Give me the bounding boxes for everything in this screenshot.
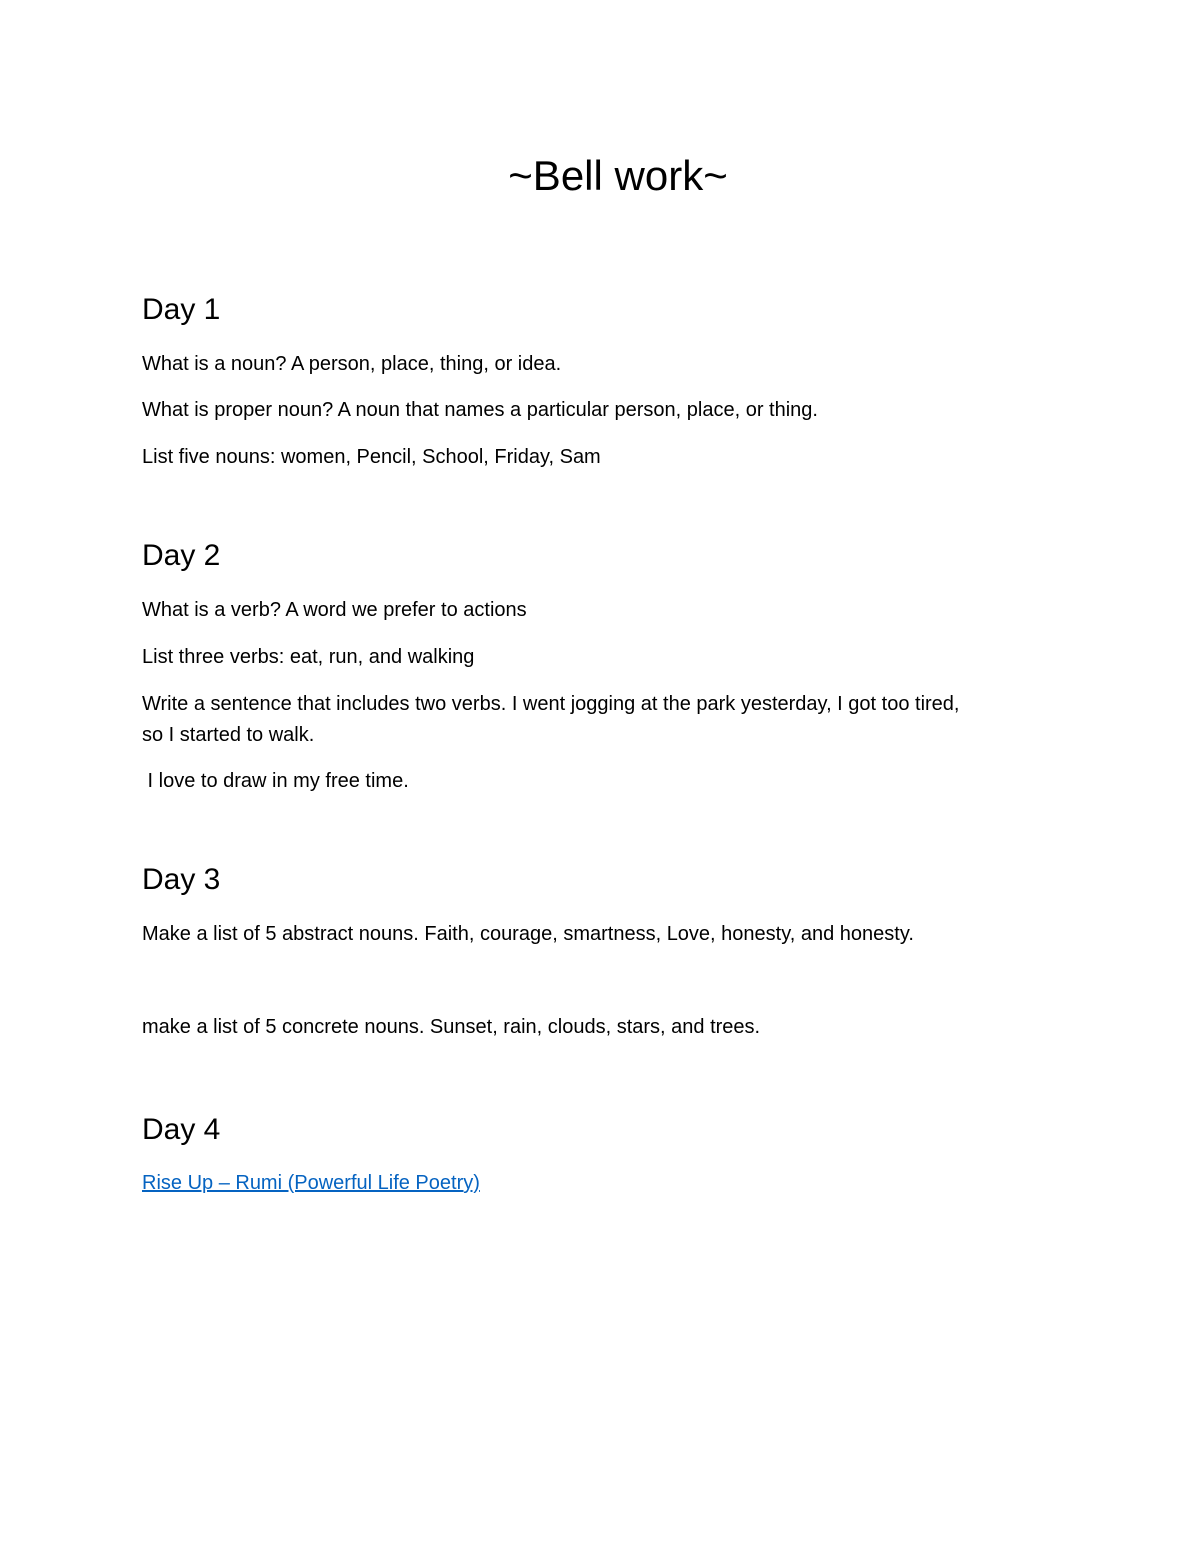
day-1-heading: Day 1 xyxy=(142,293,221,326)
day-1-line-1: What is a noun? A person, place, thing, or idea. xyxy=(142,353,562,375)
day-3-line-2: make a list of 5 concrete nouns. Sunset, rain, clouds, stars, and trees. xyxy=(142,1016,761,1038)
day-2-line-4: so I started to walk. xyxy=(142,724,315,746)
day-2-line-3: Write a sentence that includes two verbs. I went jogging at the park yesterday, I got too tired, xyxy=(142,693,960,715)
day-3-line-1: Make a list of 5 abstract nouns. Faith, courage, smartness, Love, honesty, and honesty. xyxy=(142,923,914,945)
poetry-link[interactable]: Rise Up – Rumi (Powerful Life Poetry) xyxy=(142,1172,480,1194)
day-3-heading: Day 3 xyxy=(142,863,221,896)
day-2-line-1: What is a verb? A word we prefer to actions xyxy=(142,599,527,621)
day-1-line-2: What is proper noun? A noun that names a particular person, place, or thing. xyxy=(142,399,818,421)
day-2-line-5: I love to draw in my free time. xyxy=(142,770,409,792)
day-1-line-3: List five nouns: women, Pencil, School, Friday, Sam xyxy=(142,446,601,468)
day-4-heading: Day 4 xyxy=(142,1113,221,1146)
day-2-heading: Day 2 xyxy=(142,539,221,572)
day-2-line-2: List three verbs: eat, run, and walking xyxy=(142,646,475,668)
page-title: ~Bell work~ xyxy=(508,152,728,199)
